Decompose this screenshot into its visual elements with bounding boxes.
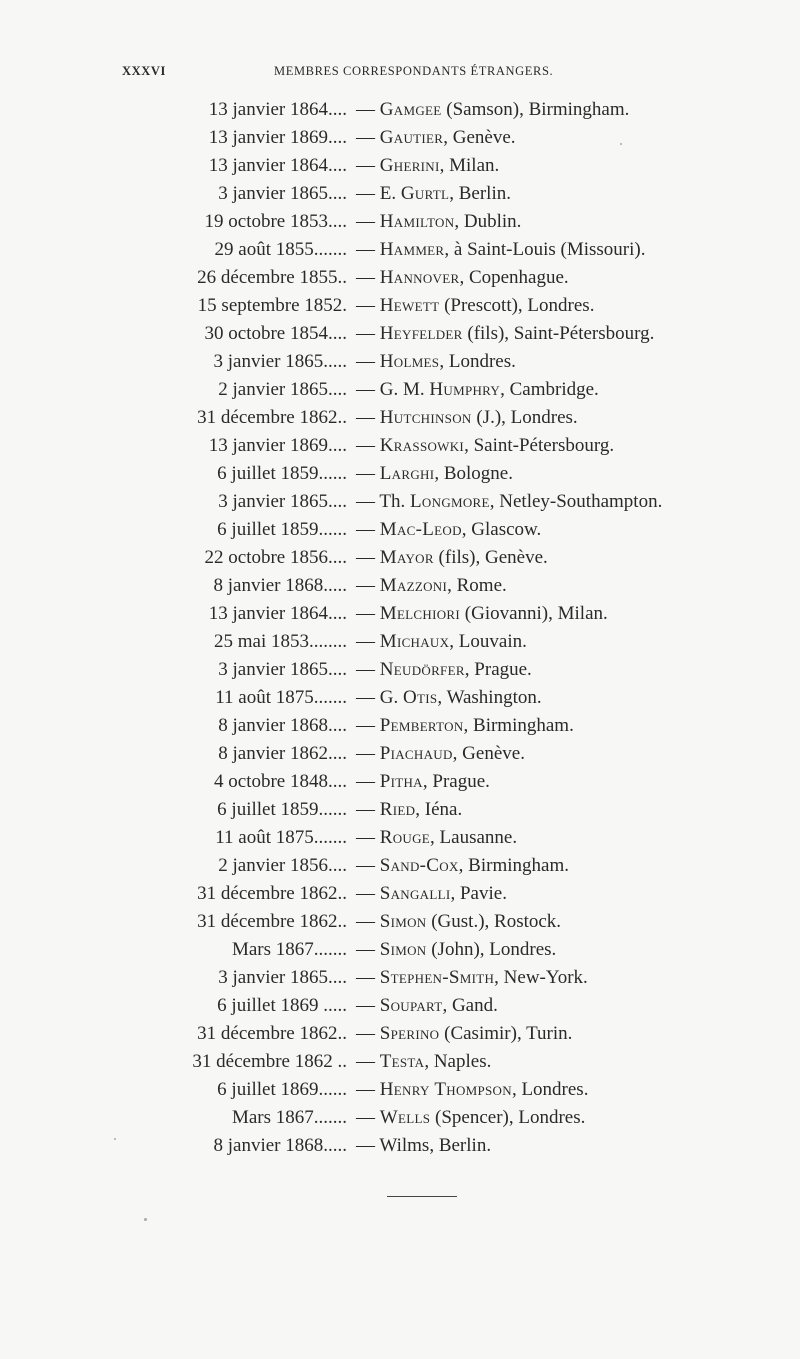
list-item (0, 1104, 800, 1132)
election-date: 6 juillet 1859...... (217, 463, 347, 484)
members-list (0, 96, 800, 1160)
election-date: 15 septembre 1852. (197, 295, 347, 316)
member-details: (fils), Genève. (433, 547, 548, 568)
member-surname: Hamilton (379, 211, 455, 232)
election-date: 31 décembre 1862.. (197, 407, 347, 428)
election-date: Mars 1867....... (231, 939, 347, 960)
member-details: (Gust.), Rostock. (426, 911, 562, 932)
member-entry (356, 880, 507, 908)
list-item (0, 152, 800, 180)
list-item (0, 516, 800, 544)
member-surname: Sperino (379, 1023, 440, 1044)
election-date: 8 janvier 1868.... (218, 715, 347, 736)
list-item (0, 292, 800, 320)
member-entry (356, 712, 574, 740)
member-entry (356, 656, 532, 684)
em-dash: — (356, 519, 375, 540)
member-entry (356, 516, 541, 544)
election-date: 13 janvier 1869.... (208, 435, 347, 456)
list-item (0, 1132, 800, 1160)
member-details: , Gand. (442, 995, 498, 1016)
member-name-prefix: Wilms, Berlin. (379, 1135, 492, 1156)
election-date: Mars 1867....... (231, 1107, 347, 1128)
member-surname: Simon (379, 911, 427, 932)
election-date: 3 janvier 1865.... (218, 491, 347, 512)
member-entry (356, 404, 578, 432)
em-dash: — (356, 295, 375, 316)
list-item (0, 488, 800, 516)
member-entry (356, 1020, 572, 1048)
election-date: 2 janvier 1865.... (218, 379, 347, 400)
member-details: , Birmingham. (463, 715, 574, 736)
election-date: 25 mai 1853........ (214, 631, 347, 652)
election-date: 6 juillet 1859...... (217, 519, 347, 540)
member-details: , à Saint-Louis (Missouri). (444, 239, 646, 260)
list-item (0, 572, 800, 600)
member-details: (John), Londres. (426, 939, 557, 960)
member-surname: Neudörfer (379, 659, 465, 680)
member-entry (356, 1104, 585, 1132)
member-surname: Humphry (429, 379, 501, 400)
member-surname: Soupart (379, 995, 443, 1016)
closing-rule (387, 1196, 457, 1197)
election-date: 3 janvier 1865.... (218, 967, 347, 988)
em-dash: — (356, 715, 375, 736)
election-date: 8 janvier 1868..... (213, 1135, 347, 1156)
election-date: 31 décembre 1862.. (197, 1023, 347, 1044)
em-dash: — (356, 1079, 375, 1100)
member-details: , Iéna. (415, 799, 463, 820)
page-number: XXXVI (122, 64, 166, 78)
list-item (0, 628, 800, 656)
member-surname: Piachaud (379, 743, 453, 764)
member-surname: Gamgee (379, 99, 442, 120)
member-name-prefix: G. M. (379, 379, 430, 400)
em-dash: — (356, 799, 375, 820)
member-surname: Hammer (379, 239, 445, 260)
member-entry (356, 768, 490, 796)
list-item (0, 376, 800, 404)
list-item (0, 964, 800, 992)
em-dash: — (356, 127, 375, 148)
member-surname: Gurtl (400, 183, 450, 204)
member-surname: Rouge (379, 827, 431, 848)
em-dash: — (356, 463, 375, 484)
em-dash: — (356, 967, 375, 988)
em-dash: — (356, 435, 375, 456)
member-entry (356, 740, 525, 768)
list-item (0, 684, 800, 712)
member-details: (fils), Saint-Pétersbourg. (462, 323, 655, 344)
list-item (0, 740, 800, 768)
election-date: 13 janvier 1864.... (208, 155, 347, 176)
election-date: 26 décembre 1855.. (197, 267, 347, 288)
member-entry (356, 348, 516, 376)
list-item (0, 1020, 800, 1048)
member-details: , Milan. (439, 155, 500, 176)
list-item (0, 768, 800, 796)
member-surname: Mayor (379, 547, 434, 568)
em-dash: — (356, 211, 375, 232)
member-entry (356, 180, 511, 208)
member-details: , Prague. (422, 771, 490, 792)
em-dash: — (356, 1107, 375, 1128)
em-dash: — (356, 603, 375, 624)
member-entry (356, 600, 608, 628)
member-details: , Glascow. (461, 519, 542, 540)
page-title: MEMBRES CORRESPONDANTS ÉTRANGERS. (274, 64, 554, 78)
em-dash: — (356, 407, 375, 428)
em-dash: — (356, 687, 375, 708)
member-details: , Genève. (452, 743, 525, 764)
member-entry (356, 936, 556, 964)
member-surname: Pemberton (379, 715, 464, 736)
member-surname: Krassowki (379, 435, 465, 456)
election-date: 29 août 1855....... (214, 239, 347, 260)
member-surname: Testa (379, 1051, 425, 1072)
member-surname: Gautier (379, 127, 444, 148)
member-details: , Pavie. (450, 883, 507, 904)
em-dash: — (356, 743, 375, 764)
member-surname: Mazzoni (379, 575, 448, 596)
election-date: 11 août 1875....... (215, 687, 347, 708)
list-item (0, 712, 800, 740)
member-entry (356, 964, 588, 992)
member-details: (Spencer), Londres. (430, 1107, 586, 1128)
member-details: , Cambridge. (500, 379, 599, 400)
election-date: 3 janvier 1865.... (218, 183, 347, 204)
em-dash: — (356, 323, 375, 344)
member-entry (356, 264, 569, 292)
member-surname: Holmes (379, 351, 440, 372)
member-surname: Longmore (410, 491, 490, 512)
em-dash: — (356, 855, 375, 876)
member-details: (Prescott), Londres. (439, 295, 595, 316)
list-item (0, 432, 800, 460)
list-item (0, 124, 800, 152)
list-item (0, 180, 800, 208)
member-entry (356, 376, 599, 404)
election-date: 3 janvier 1865.... (218, 659, 347, 680)
member-entry (356, 1132, 491, 1160)
election-date: 3 janvier 1865..... (213, 351, 347, 372)
election-date: 22 octobre 1856.... (204, 547, 347, 568)
member-entry (356, 152, 499, 180)
member-entry (356, 908, 561, 936)
list-item (0, 264, 800, 292)
member-entry (356, 824, 517, 852)
member-surname: Henry Thompson (379, 1079, 512, 1100)
member-details: , Lausanne. (430, 827, 518, 848)
em-dash: — (356, 827, 375, 848)
em-dash: — (356, 267, 375, 288)
list-item (0, 544, 800, 572)
member-details: , Dublin. (454, 211, 522, 232)
member-details: , New-York. (494, 967, 588, 988)
election-date: 31 décembre 1862.. (197, 911, 347, 932)
member-details: , Genève. (443, 127, 516, 148)
member-details: , Prague. (464, 659, 532, 680)
member-entry (356, 572, 507, 600)
election-date: 30 octobre 1854.... (204, 323, 347, 344)
member-name-prefix: G. (379, 687, 403, 708)
member-surname: Michaux (379, 631, 450, 652)
member-details: , Washington. (437, 687, 542, 708)
member-surname: Hannover (379, 267, 460, 288)
member-details: (J.), Londres. (471, 407, 578, 428)
em-dash: — (356, 183, 375, 204)
member-surname: Hutchinson (379, 407, 472, 428)
member-details: (Samson), Birmingham. (441, 99, 630, 120)
list-item (0, 1048, 800, 1076)
member-entry (356, 992, 498, 1020)
election-date: 6 juillet 1869 ..... (217, 995, 347, 1016)
em-dash: — (356, 995, 375, 1016)
em-dash: — (356, 1051, 375, 1072)
member-surname: Melchiori (379, 603, 461, 624)
member-surname: Hewett (379, 295, 440, 316)
list-item (0, 796, 800, 824)
paper-speck (620, 143, 622, 145)
em-dash: — (356, 631, 375, 652)
member-entry (356, 628, 527, 656)
em-dash: — (356, 239, 375, 260)
member-entry (356, 852, 569, 880)
member-details: , Saint-Pétersbourg. (464, 435, 615, 456)
member-details: , Rome. (447, 575, 507, 596)
list-item (0, 320, 800, 348)
election-date: 4 octobre 1848.... (214, 771, 347, 792)
em-dash: — (356, 379, 375, 400)
list-item (0, 208, 800, 236)
election-date: 31 décembre 1862 .. (192, 1051, 347, 1072)
member-entry (356, 432, 614, 460)
em-dash: — (356, 883, 375, 904)
em-dash: — (356, 1135, 375, 1156)
member-name-prefix: Th. (379, 491, 411, 512)
member-entry (356, 544, 548, 572)
member-details: (Giovanni), Milan. (460, 603, 608, 624)
member-entry (356, 1048, 491, 1076)
member-entry (356, 96, 629, 124)
member-details: , Londres. (439, 351, 516, 372)
list-item (0, 348, 800, 376)
member-details: , Birmingham. (458, 855, 569, 876)
election-date: 13 janvier 1864.... (208, 603, 347, 624)
em-dash: — (356, 939, 375, 960)
list-item (0, 404, 800, 432)
election-date: 11 août 1875....... (215, 827, 347, 848)
election-date: 31 décembre 1862.. (197, 883, 347, 904)
member-entry (356, 292, 594, 320)
member-details: (Casimir), Turin. (439, 1023, 573, 1044)
member-surname: Pitha (379, 771, 423, 792)
em-dash: — (356, 491, 375, 512)
paper-speck (144, 1218, 147, 1221)
member-entry (356, 124, 516, 152)
list-item (0, 1076, 800, 1104)
running-head (122, 64, 602, 84)
member-surname: Ried (379, 799, 416, 820)
member-entry (356, 460, 513, 488)
list-item (0, 852, 800, 880)
election-date: 13 janvier 1864.... (208, 99, 347, 120)
list-item (0, 600, 800, 628)
election-date: 6 juillet 1859...... (217, 799, 347, 820)
member-surname: Sangalli (379, 883, 451, 904)
member-entry (356, 684, 542, 712)
member-entry (356, 320, 654, 348)
em-dash: — (356, 575, 375, 596)
member-details: , Naples. (424, 1051, 492, 1072)
member-surname: Sand-Cox (379, 855, 459, 876)
em-dash: — (356, 155, 375, 176)
election-date: 19 octobre 1853.... (204, 211, 347, 232)
member-details: , Bologne. (434, 463, 513, 484)
member-surname: Otis (402, 687, 438, 708)
member-name-prefix: E. (379, 183, 401, 204)
em-dash: — (356, 771, 375, 792)
member-surname: Stephen-Smith (379, 967, 495, 988)
member-surname: Mac-Leod (379, 519, 462, 540)
member-surname: Simon (379, 939, 427, 960)
em-dash: — (356, 1023, 375, 1044)
member-surname: Larghi (379, 463, 435, 484)
em-dash: — (356, 659, 375, 680)
list-item (0, 908, 800, 936)
member-entry (356, 796, 462, 824)
election-date: 8 janvier 1868..... (213, 575, 347, 596)
member-details: , Londres. (511, 1079, 589, 1100)
list-item (0, 992, 800, 1020)
list-item (0, 656, 800, 684)
member-details: , Louvain. (449, 631, 527, 652)
list-item (0, 460, 800, 488)
member-details: , Netley-Southampton. (489, 491, 663, 512)
em-dash: — (356, 99, 375, 120)
member-entry (356, 236, 645, 264)
election-date: 6 juillet 1869...... (217, 1079, 347, 1100)
election-date: 13 janvier 1869.... (208, 127, 347, 148)
member-surname: Gherini (379, 155, 440, 176)
list-item (0, 936, 800, 964)
member-entry (356, 1076, 588, 1104)
list-item (0, 96, 800, 124)
list-item (0, 824, 800, 852)
member-surname: Wells (379, 1107, 431, 1128)
member-details: , Copenhague. (459, 267, 569, 288)
member-surname: Heyfelder (379, 323, 463, 344)
paper-speck (114, 1138, 116, 1140)
member-entry (356, 488, 662, 516)
member-entry (356, 208, 521, 236)
list-item (0, 236, 800, 264)
list-item (0, 880, 800, 908)
election-date: 8 janvier 1862.... (218, 743, 347, 764)
election-date: 2 janvier 1856.... (218, 855, 347, 876)
em-dash: — (356, 911, 375, 932)
member-details: , Berlin. (449, 183, 511, 204)
em-dash: — (356, 351, 375, 372)
em-dash: — (356, 547, 375, 568)
